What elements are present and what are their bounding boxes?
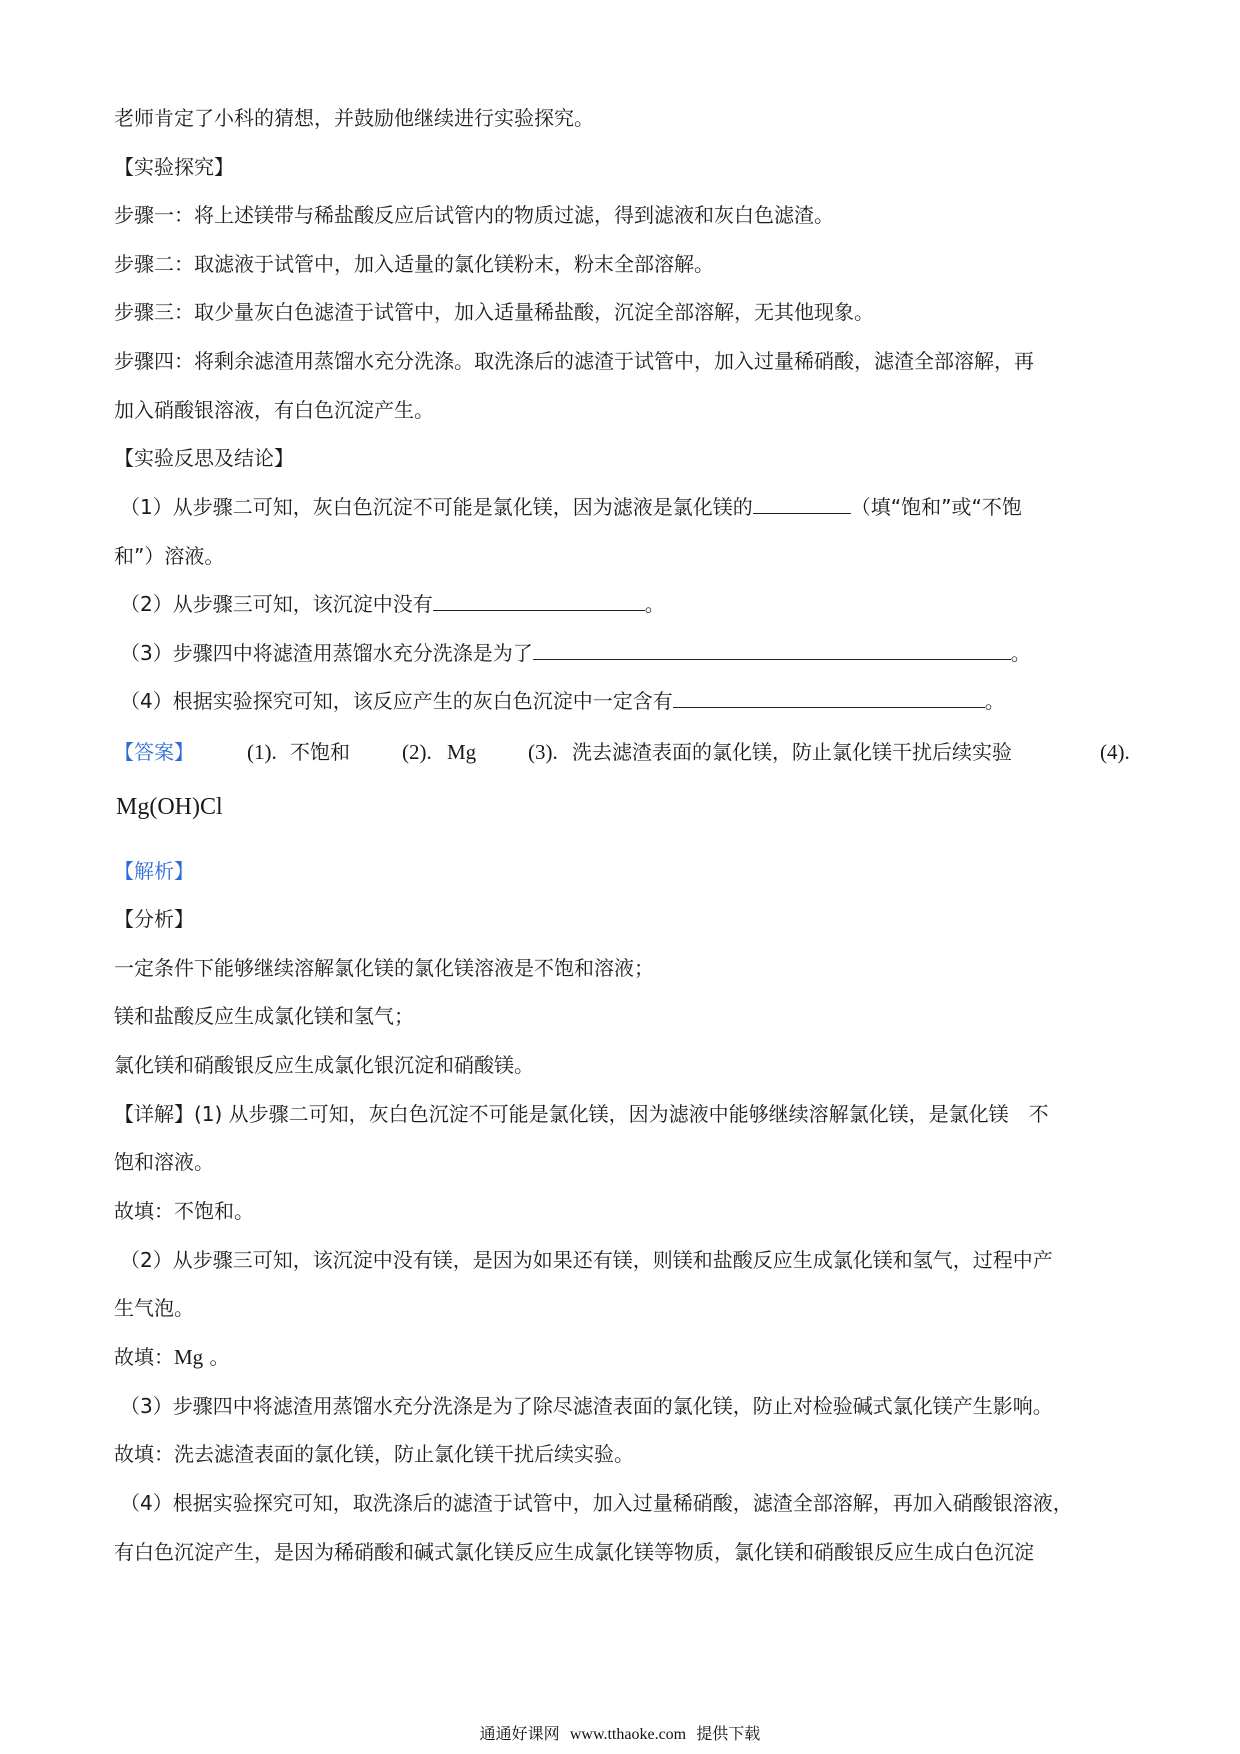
answer-4-formula: Mg(OH)Cl: [116, 794, 223, 820]
section-heading-reflect: 【实验反思及结论】: [114, 446, 294, 470]
answer-blank-2: [433, 592, 645, 611]
section-heading-fenxi: 【分析】: [114, 907, 194, 931]
answer-label: 【答案】: [114, 740, 194, 764]
footer-suffix: 提供下载: [696, 1724, 761, 1743]
question-2-text: （2）从步骤三可知，该沉淀中没有: [120, 592, 433, 616]
question-1-line-2: 和”）溶液。: [114, 544, 225, 568]
detail-1-line-2: 饱和溶液。: [114, 1150, 214, 1174]
question-3-period: 。: [1010, 641, 1031, 665]
fill-answer-1: 故填：不饱和。: [114, 1199, 254, 1223]
answer-row: [114, 737, 1134, 771]
answer-1: 不饱和: [290, 740, 350, 764]
question-4-period: 。: [984, 689, 1005, 713]
answer-3-number: (3).: [528, 740, 558, 764]
answer-blank-3: [533, 641, 1011, 660]
detail-4-line-2: 有白色沉淀产生，是因为稀硝酸和碱式氯化镁反应生成氯化镁等物质，氯化镁和硝酸银反应生成白色沉淀: [114, 1540, 1034, 1564]
page-footer: [0, 1723, 1240, 1746]
step-4-line-2: 加入硝酸银溶液，有白色沉淀产生。: [114, 398, 434, 422]
question-4-text: （4）根据实验探究可知，该反应产生的灰白色沉淀中一定含有: [120, 689, 673, 713]
question-1-line-1: [120, 492, 1140, 522]
fill-answer-3: 故填：洗去滤渣表面的氯化镁，防止氯化镁干扰后续实验。: [114, 1442, 634, 1466]
answer-3: 洗去滤渣表面的氯化镁，防止氯化镁干扰后续实验: [572, 740, 1012, 764]
detail-2-line-2: 生气泡。: [114, 1296, 194, 1320]
detail-1-line-1: 【详解】(1) 从步骤二可知，灰白色沉淀不可能是氯化镁，因为滤液中能够继续溶解氯化镁，是氯化镁 不: [114, 1102, 1049, 1126]
step-1: 步骤一：将上述镁带与稀盐酸反应后试管内的物质过滤，得到滤液和灰白色滤渣。: [114, 203, 834, 227]
step-3: 步骤三：取少量灰白色滤渣于试管中，加入适量稀盐酸，沉淀全部溶解，无其他现象。: [114, 300, 874, 324]
question-1-text: （1）从步骤二可知，灰白色沉淀不可能是氯化镁，因为滤液是氯化镁的: [120, 495, 753, 519]
question-4: [120, 686, 1140, 716]
analysis-line-2: 镁和盐酸反应生成氯化镁和氢气；: [114, 1004, 414, 1028]
fill-answer-2-value: Mg: [174, 1345, 204, 1369]
detail-3: （3）步骤四中将滤渣用蒸馏水充分洗涤是为了除尽滤渣表面的氯化镁，防止对检验碱式氯化镁产生影响。: [120, 1394, 1053, 1418]
answer-1-number: (1).: [247, 740, 277, 764]
question-3-text: （3）步骤四中将滤渣用蒸馏水充分洗涤是为了: [120, 641, 533, 665]
footer-site-name: 通通好课网: [479, 1724, 560, 1743]
detail-2-line-1: （2）从步骤三可知，该沉淀中没有镁，是因为如果还有镁，则镁和盐酸反应生成氯化镁和氢气，过程中产: [120, 1248, 1053, 1272]
question-2-period: 。: [644, 592, 665, 616]
question-3: [120, 638, 1140, 668]
fill-answer-2-label: 故填：: [114, 1345, 174, 1369]
detail-4-line-1: （4）根据实验探究可知，取洗涤后的滤渣于试管中，加入过量稀硝酸，滤渣全部溶解，再加入硝酸银溶液，: [120, 1491, 1073, 1515]
question-2: [120, 589, 1140, 619]
section-heading-explore: 【实验探究】: [114, 155, 234, 179]
answer-2: Mg: [447, 740, 477, 764]
fill-answer-2-end: 。: [203, 1345, 230, 1369]
section-heading-jiexi: 【解析】: [114, 859, 194, 883]
answer-2-number: (2).: [402, 740, 432, 764]
step-2: 步骤二：取滤液于试管中，加入适量的氯化镁粉末，粉末全部溶解。: [114, 252, 714, 276]
question-1-hint: （填“饱和”或“不饱: [850, 495, 1022, 519]
fill-answer-2: [114, 1342, 1134, 1372]
answer-4-number: (4).: [1100, 740, 1130, 764]
analysis-line-1: 一定条件下能够继续溶解氯化镁的氯化镁溶液是不饱和溶液；: [114, 956, 654, 980]
footer-url[interactable]: www.tthaoke.com: [569, 1726, 687, 1743]
answer-blank-1: [753, 495, 851, 514]
analysis-line-3: 氯化镁和硝酸银反应生成氯化银沉淀和硝酸镁。: [114, 1053, 534, 1077]
step-4-line-1: 步骤四：将剩余滤渣用蒸馏水充分洗涤。取洗涤后的滤渣于试管中，加入过量稀硝酸，滤渣全部溶解，再: [114, 349, 1034, 373]
answer-blank-4: [673, 689, 985, 708]
intro-text: 老师肯定了小科的猜想，并鼓励他继续进行实验探究。: [114, 106, 594, 130]
